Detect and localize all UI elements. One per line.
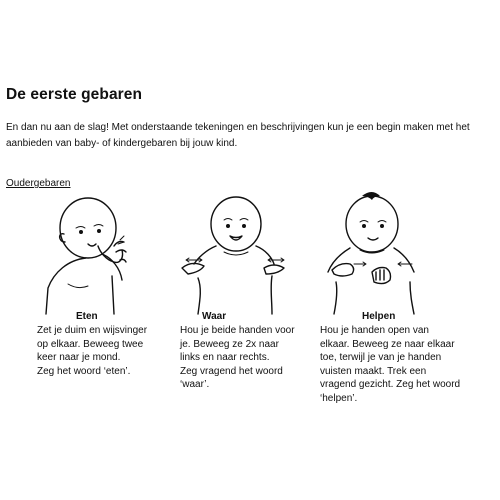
description-line: je. Beweeg ze 2x naar bbox=[180, 338, 279, 350]
description-line: Zeg het woord ‘eten’. bbox=[37, 365, 131, 377]
description-line: keer naar je mond. bbox=[37, 352, 121, 363]
description-line: vuisten maakt. Trek een bbox=[320, 365, 427, 377]
baby-help-sign-illustration bbox=[310, 188, 430, 316]
description-line: Zeg vragend het woord bbox=[180, 365, 283, 377]
intro-paragraph: En dan nu aan de slag! Met onderstaande tekeningen en beschrijvingen kun je een begin maken met het aanbieden van baby- of kindergebaren bij jouw kind. bbox=[6, 122, 470, 149]
description-line: op elkaar. Beweeg twee bbox=[37, 338, 144, 350]
sign-card-helpen bbox=[310, 188, 461, 404]
section-subheading: Oudergebaren bbox=[6, 178, 71, 189]
baby-eating-sign-illustration bbox=[28, 188, 148, 316]
description-line: Zet je duim en wijsvinger bbox=[37, 325, 148, 336]
description-line: vragend gezicht. Zeg het woord bbox=[320, 379, 461, 390]
sign-description bbox=[320, 324, 460, 405]
description-line: links en naar rechts. bbox=[180, 352, 270, 363]
sign-description bbox=[180, 324, 320, 392]
page-title: De eerste gebaren bbox=[6, 86, 143, 103]
baby-where-sign-illustration bbox=[168, 188, 288, 316]
description-line: toe, terwijl je van je handen bbox=[320, 352, 442, 363]
description-line: ‘helpen’. bbox=[320, 392, 358, 404]
sign-card-eten bbox=[28, 188, 168, 377]
sign-name: Helpen bbox=[362, 311, 396, 322]
sign-description bbox=[37, 324, 177, 378]
sign-name: Waar bbox=[202, 311, 227, 322]
description-line: Hou je handen open van bbox=[320, 325, 429, 336]
sign-name: Eten bbox=[76, 311, 98, 322]
sign-card-waar bbox=[168, 188, 308, 390]
description-line: ‘waar’. bbox=[180, 379, 210, 390]
description-line: elkaar. Beweeg ze naar elkaar bbox=[320, 338, 455, 350]
description-line: Hou je beide handen voor bbox=[180, 325, 295, 336]
